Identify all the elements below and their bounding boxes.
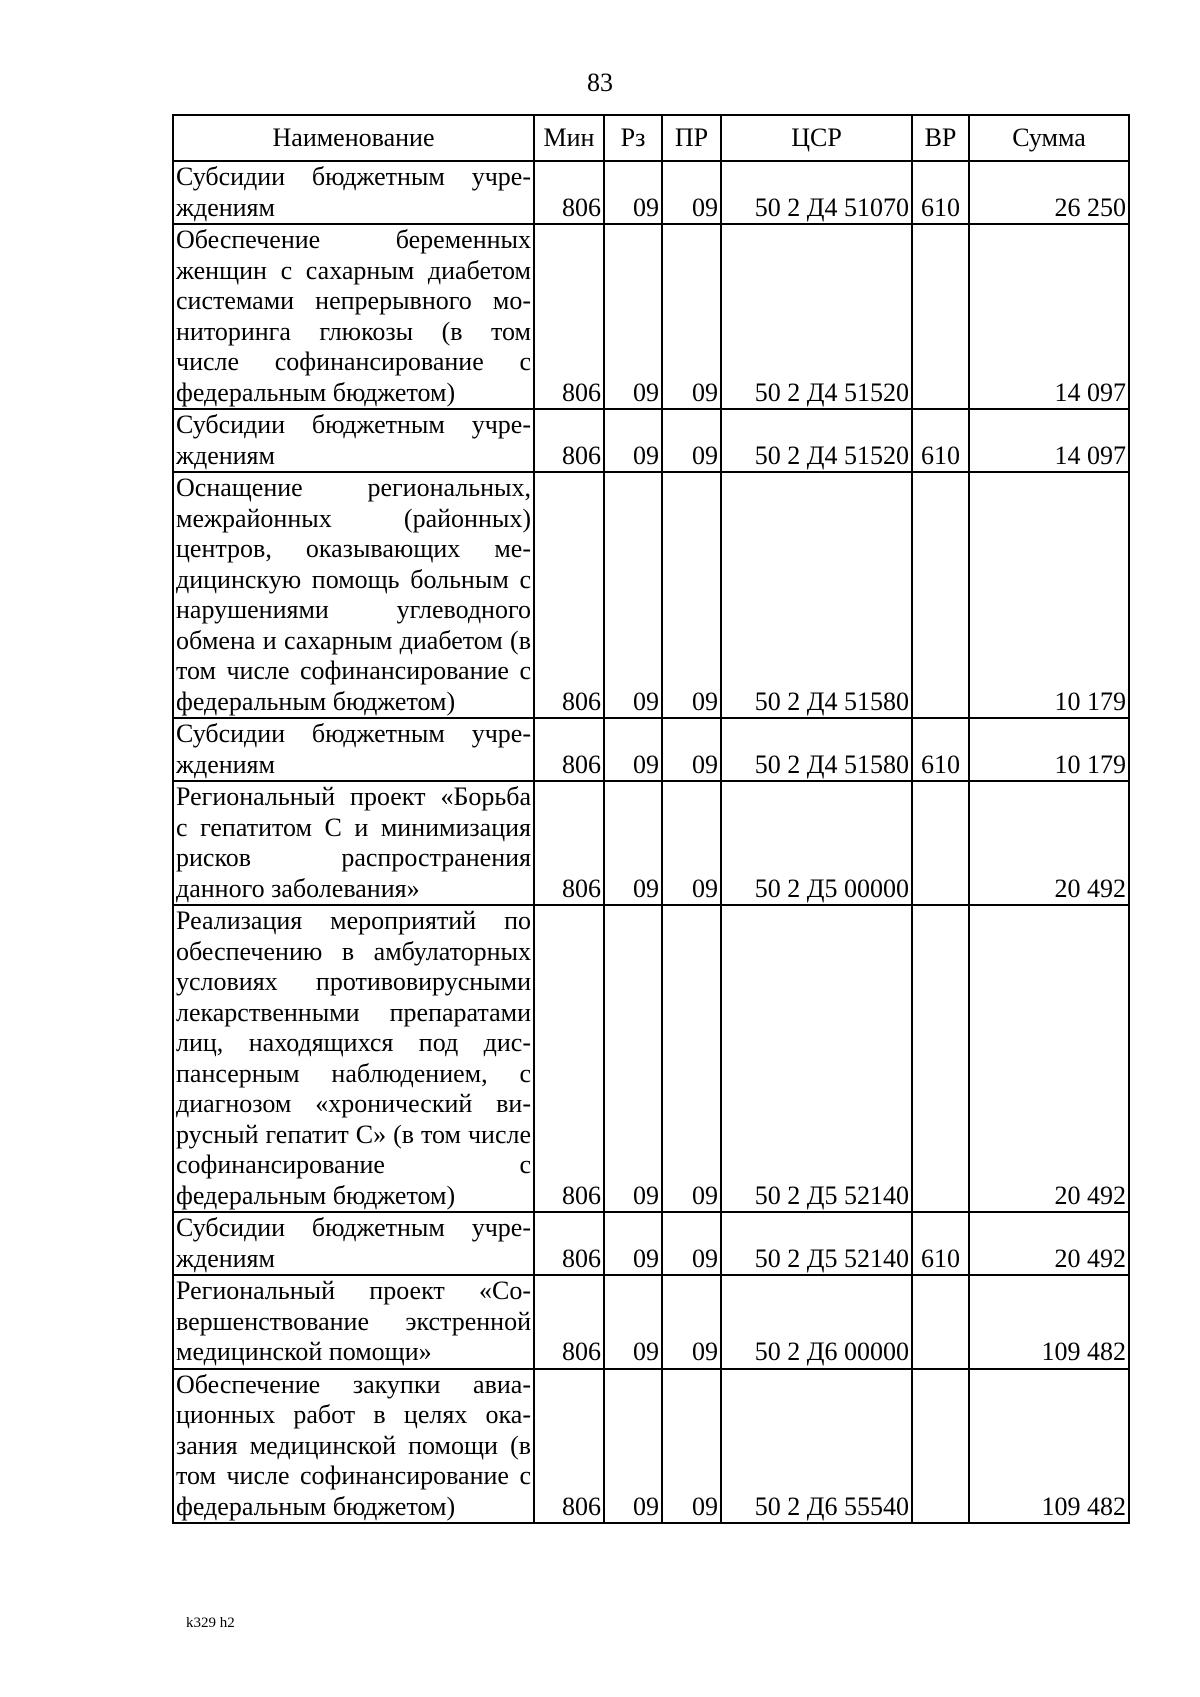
table-header-row <box>173 115 1129 161</box>
footer-document-code: k329 h2 <box>186 1615 235 1631</box>
row-min: 806 <box>534 718 604 781</box>
row-rz: 09 <box>604 905 662 1212</box>
row-pr: 09 <box>662 781 721 905</box>
row-min: 806 <box>534 1369 604 1524</box>
header-min: Мин <box>534 115 604 161</box>
row-rz: 09 <box>604 161 662 224</box>
row-rz: 09 <box>604 224 662 409</box>
row-pr: 09 <box>662 718 721 781</box>
row-pr: 09 <box>662 409 721 472</box>
row-sum: 14 097 <box>969 224 1129 409</box>
header-vr: ВР <box>912 115 969 161</box>
row-min: 806 <box>534 1212 604 1275</box>
table-row <box>173 409 1129 472</box>
row-vr: 610 <box>912 718 969 781</box>
row-sum: 20 492 <box>969 1212 1129 1275</box>
header-sum: Сумма <box>969 115 1129 161</box>
row-csr: 50 2 Д5 00000 <box>721 781 912 905</box>
table-row <box>173 1369 1129 1524</box>
row-csr: 50 2 Д6 55540 <box>721 1369 912 1524</box>
row-csr: 50 2 Д4 51580 <box>721 472 912 718</box>
row-sum: 109 482 <box>969 1369 1129 1524</box>
row-rz: 09 <box>604 472 662 718</box>
row-rz: 09 <box>604 1275 662 1369</box>
row-name: Субсидии бюджетным учреждениям <box>173 718 534 781</box>
row-sum: 14 097 <box>969 409 1129 472</box>
table-row <box>173 1212 1129 1275</box>
row-sum: 10 179 <box>969 472 1129 718</box>
row-vr <box>912 1275 969 1369</box>
row-pr: 09 <box>662 905 721 1212</box>
page-number: 83 <box>587 68 613 97</box>
row-csr: 50 2 Д4 51520 <box>721 224 912 409</box>
row-rz: 09 <box>604 1369 662 1524</box>
table-row <box>173 905 1129 1212</box>
row-sum: 26 250 <box>969 161 1129 224</box>
row-vr <box>912 781 969 905</box>
row-vr <box>912 905 969 1212</box>
row-name: Обеспечение закупки авиационных работ в целях оказания медицинской помощи (в том числе софинансирование с федеральным бюджетом) <box>173 1369 534 1524</box>
row-csr: 50 2 Д4 51070 <box>721 161 912 224</box>
budget-table <box>172 114 1130 1524</box>
table-row <box>173 781 1129 905</box>
row-vr: 610 <box>912 1212 969 1275</box>
row-pr: 09 <box>662 161 721 224</box>
row-csr: 50 2 Д5 52140 <box>721 905 912 1212</box>
row-vr: 610 <box>912 409 969 472</box>
table-row <box>173 472 1129 718</box>
row-min: 806 <box>534 1275 604 1369</box>
row-min: 806 <box>534 224 604 409</box>
row-sum: 20 492 <box>969 905 1129 1212</box>
header-csr: ЦСР <box>721 115 912 161</box>
row-sum: 20 492 <box>969 781 1129 905</box>
row-name: Субсидии бюджетным учреждениям <box>173 409 534 472</box>
table-row <box>173 1275 1129 1369</box>
header-rz: Рз <box>604 115 662 161</box>
row-rz: 09 <box>604 1212 662 1275</box>
row-name: Обеспечение беременных женщин с сахарным диабетом системами непрерывного мониторинга глюкозы (в том числе софинансирование с федеральным бюджетом) <box>173 224 534 409</box>
row-min: 806 <box>534 905 604 1212</box>
row-csr: 50 2 Д6 00000 <box>721 1275 912 1369</box>
row-pr: 09 <box>662 1212 721 1275</box>
row-vr <box>912 472 969 718</box>
row-rz: 09 <box>604 718 662 781</box>
row-name: Субсидии бюджетным учреждениям <box>173 1212 534 1275</box>
row-name: Реализация мероприятий по обеспечению в амбулаторных условиях противовирусными лекарственными препаратами лиц, находящихся под диспансерным наблюдением, с диагнозом «хронический вирусный гепатит С» (в том числе софинансирование с федеральным бюджетом) <box>173 905 534 1212</box>
row-sum: 10 179 <box>969 718 1129 781</box>
row-pr: 09 <box>662 1369 721 1524</box>
row-name: Региональный проект «Борьба с гепатитом С и минимизация рисков распространения данного заболевания» <box>173 781 534 905</box>
row-pr: 09 <box>662 472 721 718</box>
table-row <box>173 224 1129 409</box>
row-pr: 09 <box>662 1275 721 1369</box>
table-row <box>173 161 1129 224</box>
row-sum: 109 482 <box>969 1275 1129 1369</box>
row-vr <box>912 1369 969 1524</box>
row-rz: 09 <box>604 781 662 905</box>
row-vr <box>912 224 969 409</box>
table-row <box>173 718 1129 781</box>
row-min: 806 <box>534 409 604 472</box>
row-vr: 610 <box>912 161 969 224</box>
row-name: Субсидии бюджетным учреждениям <box>173 161 534 224</box>
row-min: 806 <box>534 472 604 718</box>
row-pr: 09 <box>662 224 721 409</box>
row-min: 806 <box>534 161 604 224</box>
row-min: 806 <box>534 781 604 905</box>
row-name: Региональный проект «Совершенствование экстренной медицинской помощи» <box>173 1275 534 1369</box>
row-csr: 50 2 Д5 52140 <box>721 1212 912 1275</box>
row-name: Оснащение региональных, межрайонных (районных) центров, оказывающих медицинскую помощь больным с нарушениями углеводного обмена и сахарным диабетом (в том числе софинансирование с федеральным бюджетом) <box>173 472 534 718</box>
header-pr: ПР <box>662 115 721 161</box>
row-csr: 50 2 Д4 51520 <box>721 409 912 472</box>
header-name: Наименование <box>173 115 534 161</box>
row-csr: 50 2 Д4 51580 <box>721 718 912 781</box>
row-rz: 09 <box>604 409 662 472</box>
